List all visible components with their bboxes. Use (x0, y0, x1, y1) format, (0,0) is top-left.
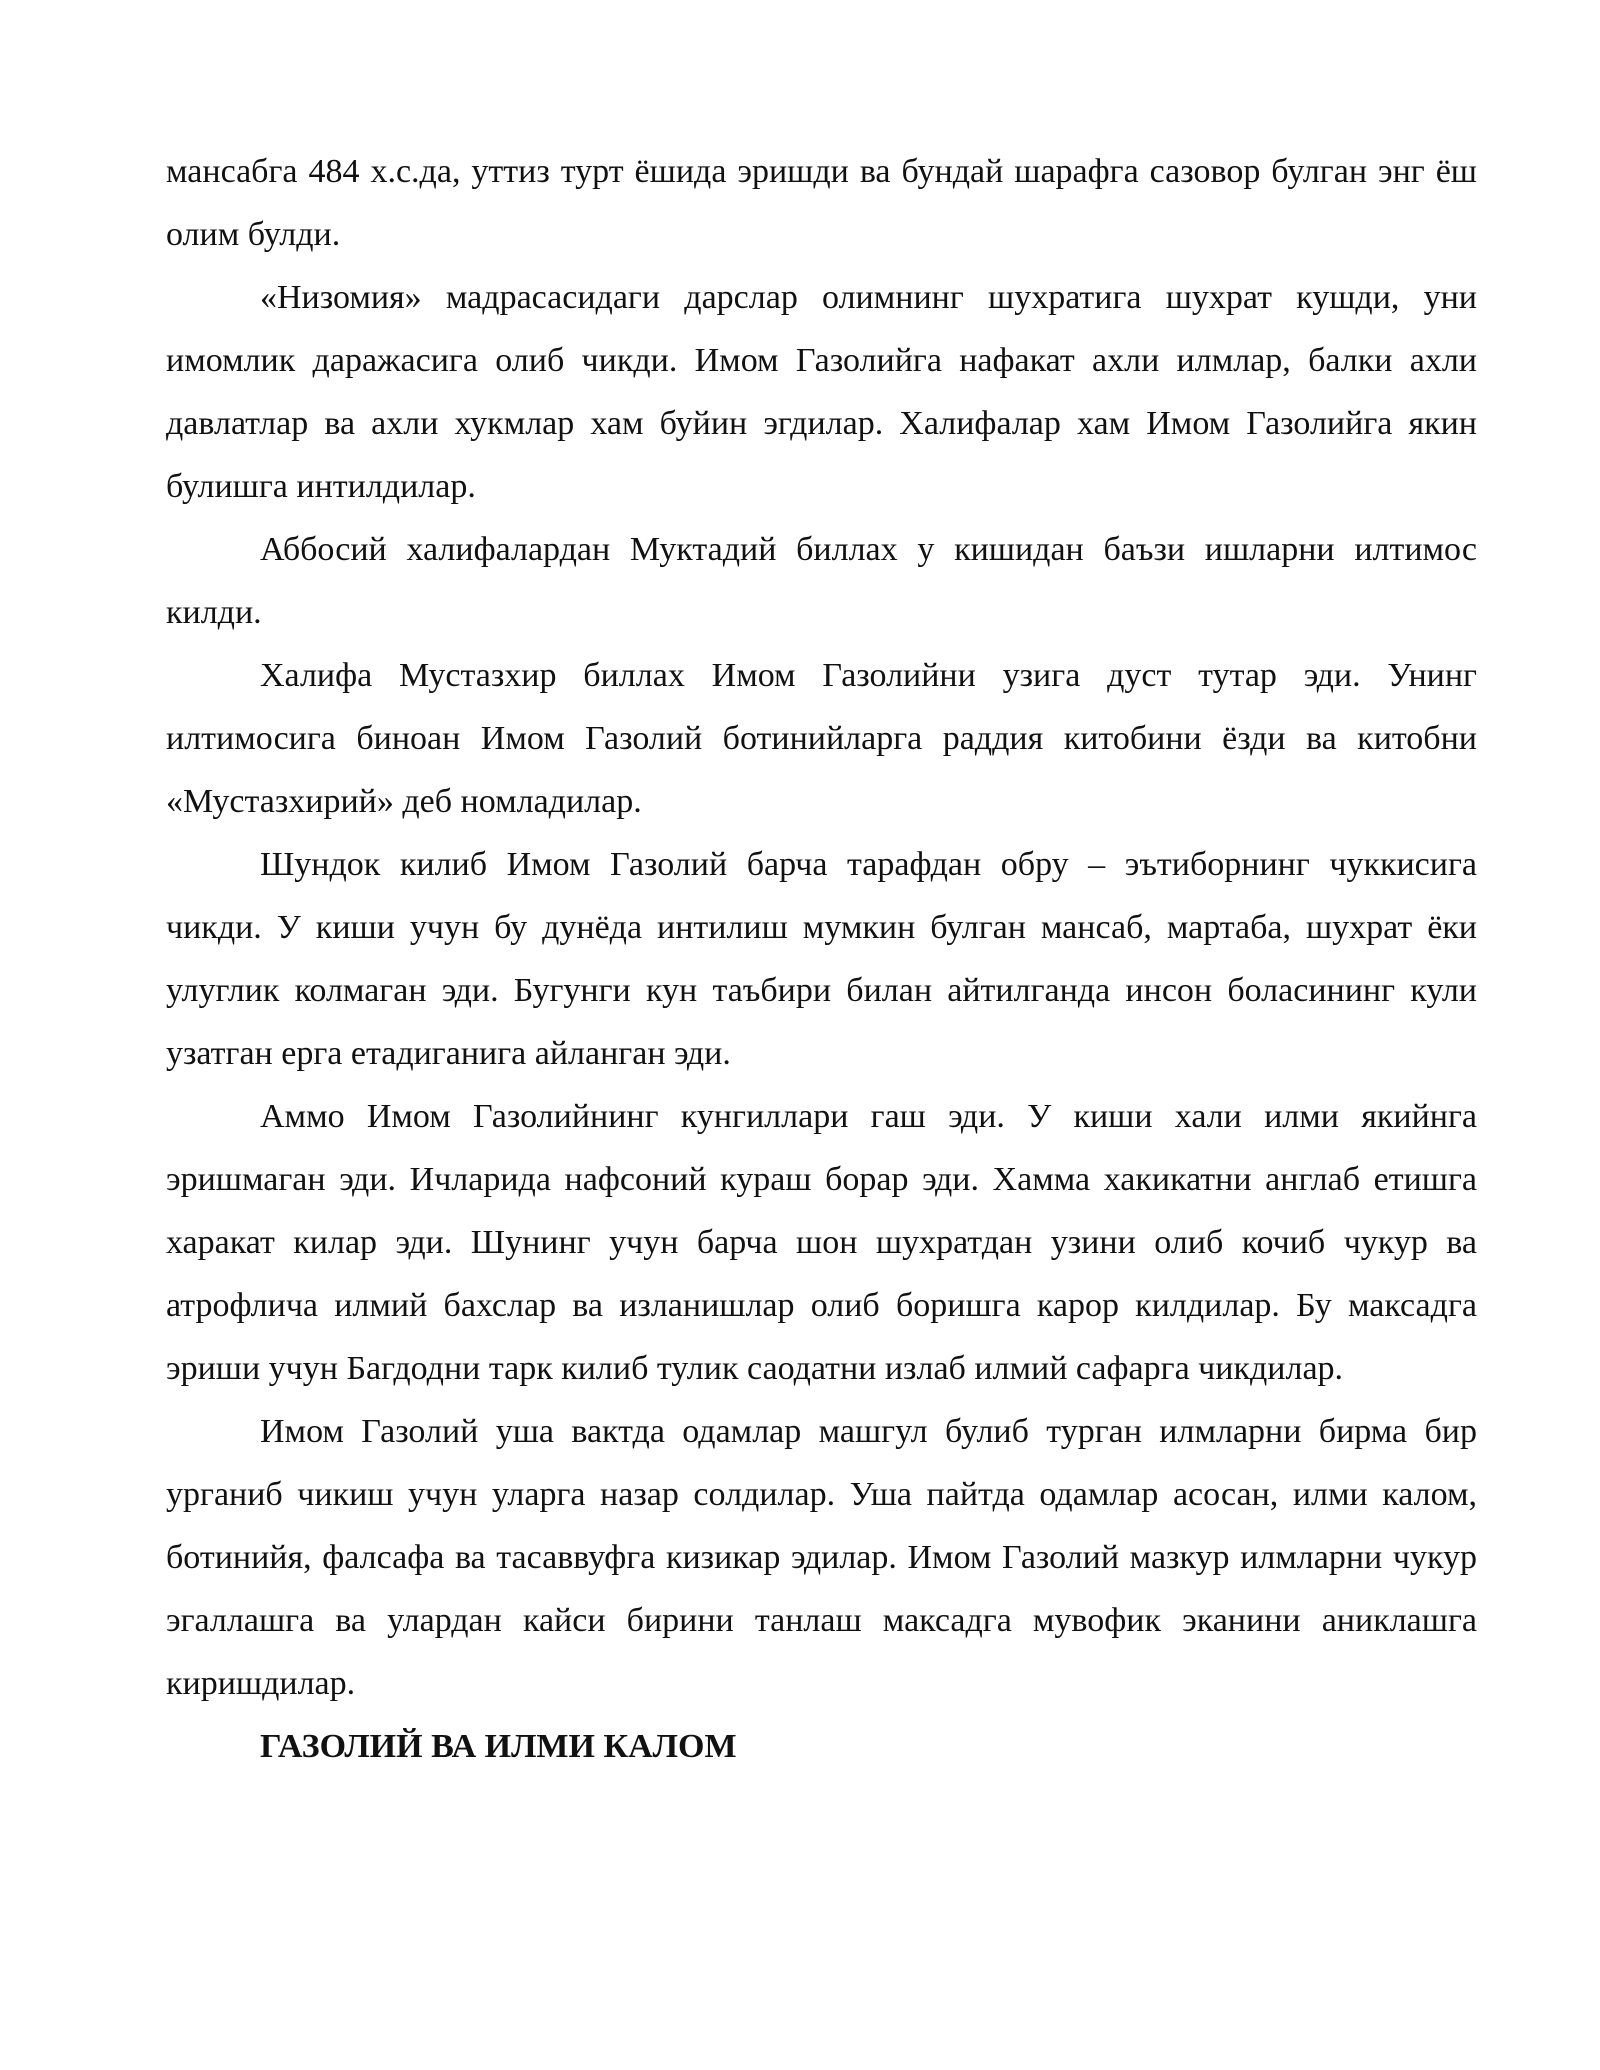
paragraph-2: «Низомия» мадрасасидаги дарслар олимнинг шухратига шухрат кушди, уни имомлик даражасига олиб чикди. Имом Газолийга нафакат ахли илмлар, балки ахли давлатлар ва ахли хукмлар хам буйин эгдилар. Халифалар хам Имом Газолийга якин булишга интилдилар. (166, 279, 1477, 505)
document-page (166, 140, 1477, 1778)
paragraph-1: мансабга 484 х.с.да, уттиз турт ёшида эришди ва бундай шарафга сазовор булган энг ёш олим булди. (166, 153, 1477, 253)
paragraph-7: Имом Газолий уша вактда одамлар машгул булиб турган илмларни бирма бир урганиб чикиш учун уларга назар солдилар. Уша пайтда одамлар асосан, илми калом, ботинийя, фалсафа ва тасаввуфга кизикар эдилар. Имом Газолий мазкур илмларни чукур эгаллашга ва улардан кайси бирини танлаш максадга мувофик эканини аниклашга киришдилар. (166, 1413, 1477, 1702)
paragraph-6: Аммо Имом Газолийнинг кунгиллари гаш эди. У киши хали илми якийнга эришмаган эди. Ичларида нафсоний кураш борар эди. Хамма хакикатни англаб етишга харакат килар эди. Шунинг учун барча шон шухратдан узини олиб кочиб чукур ва атрофлича илмий бахслар ва изланишлар олиб боришга карор килдилар. Бу максадга эриши учун Багдодни тарк килиб тулик саодатни излаб илмий сафарга чикдилар. (166, 1098, 1477, 1387)
paragraph-4: Халифа Мустазхир биллах Имом Газолийни узига дуст тутар эди. Унинг илтимосига биноан Имом Газолий ботинийларга раддия китобини ёзди ва китобни «Мустазхирий» деб номладилар. (166, 657, 1477, 820)
paragraph-3: Аббосий халифалардан Муктадий биллах у кишидан баъзи ишларни илтимос килди. (166, 531, 1477, 631)
section-heading: ГАЗОЛИЙ ВА ИЛМИ КАЛОМ (260, 1728, 737, 1765)
paragraph-5: Шундок килиб Имом Газолий барча тарафдан обру – эътиборнинг чуккисига чикди. У киши учун бу дунёда интилиш мумкин булган мансаб, мартаба, шухрат ёки улуглик колмаган эди. Бугунги кун таъбири билан айтилганда инсон боласининг кули узатган ерга етадиганига айланган эди. (166, 846, 1477, 1072)
